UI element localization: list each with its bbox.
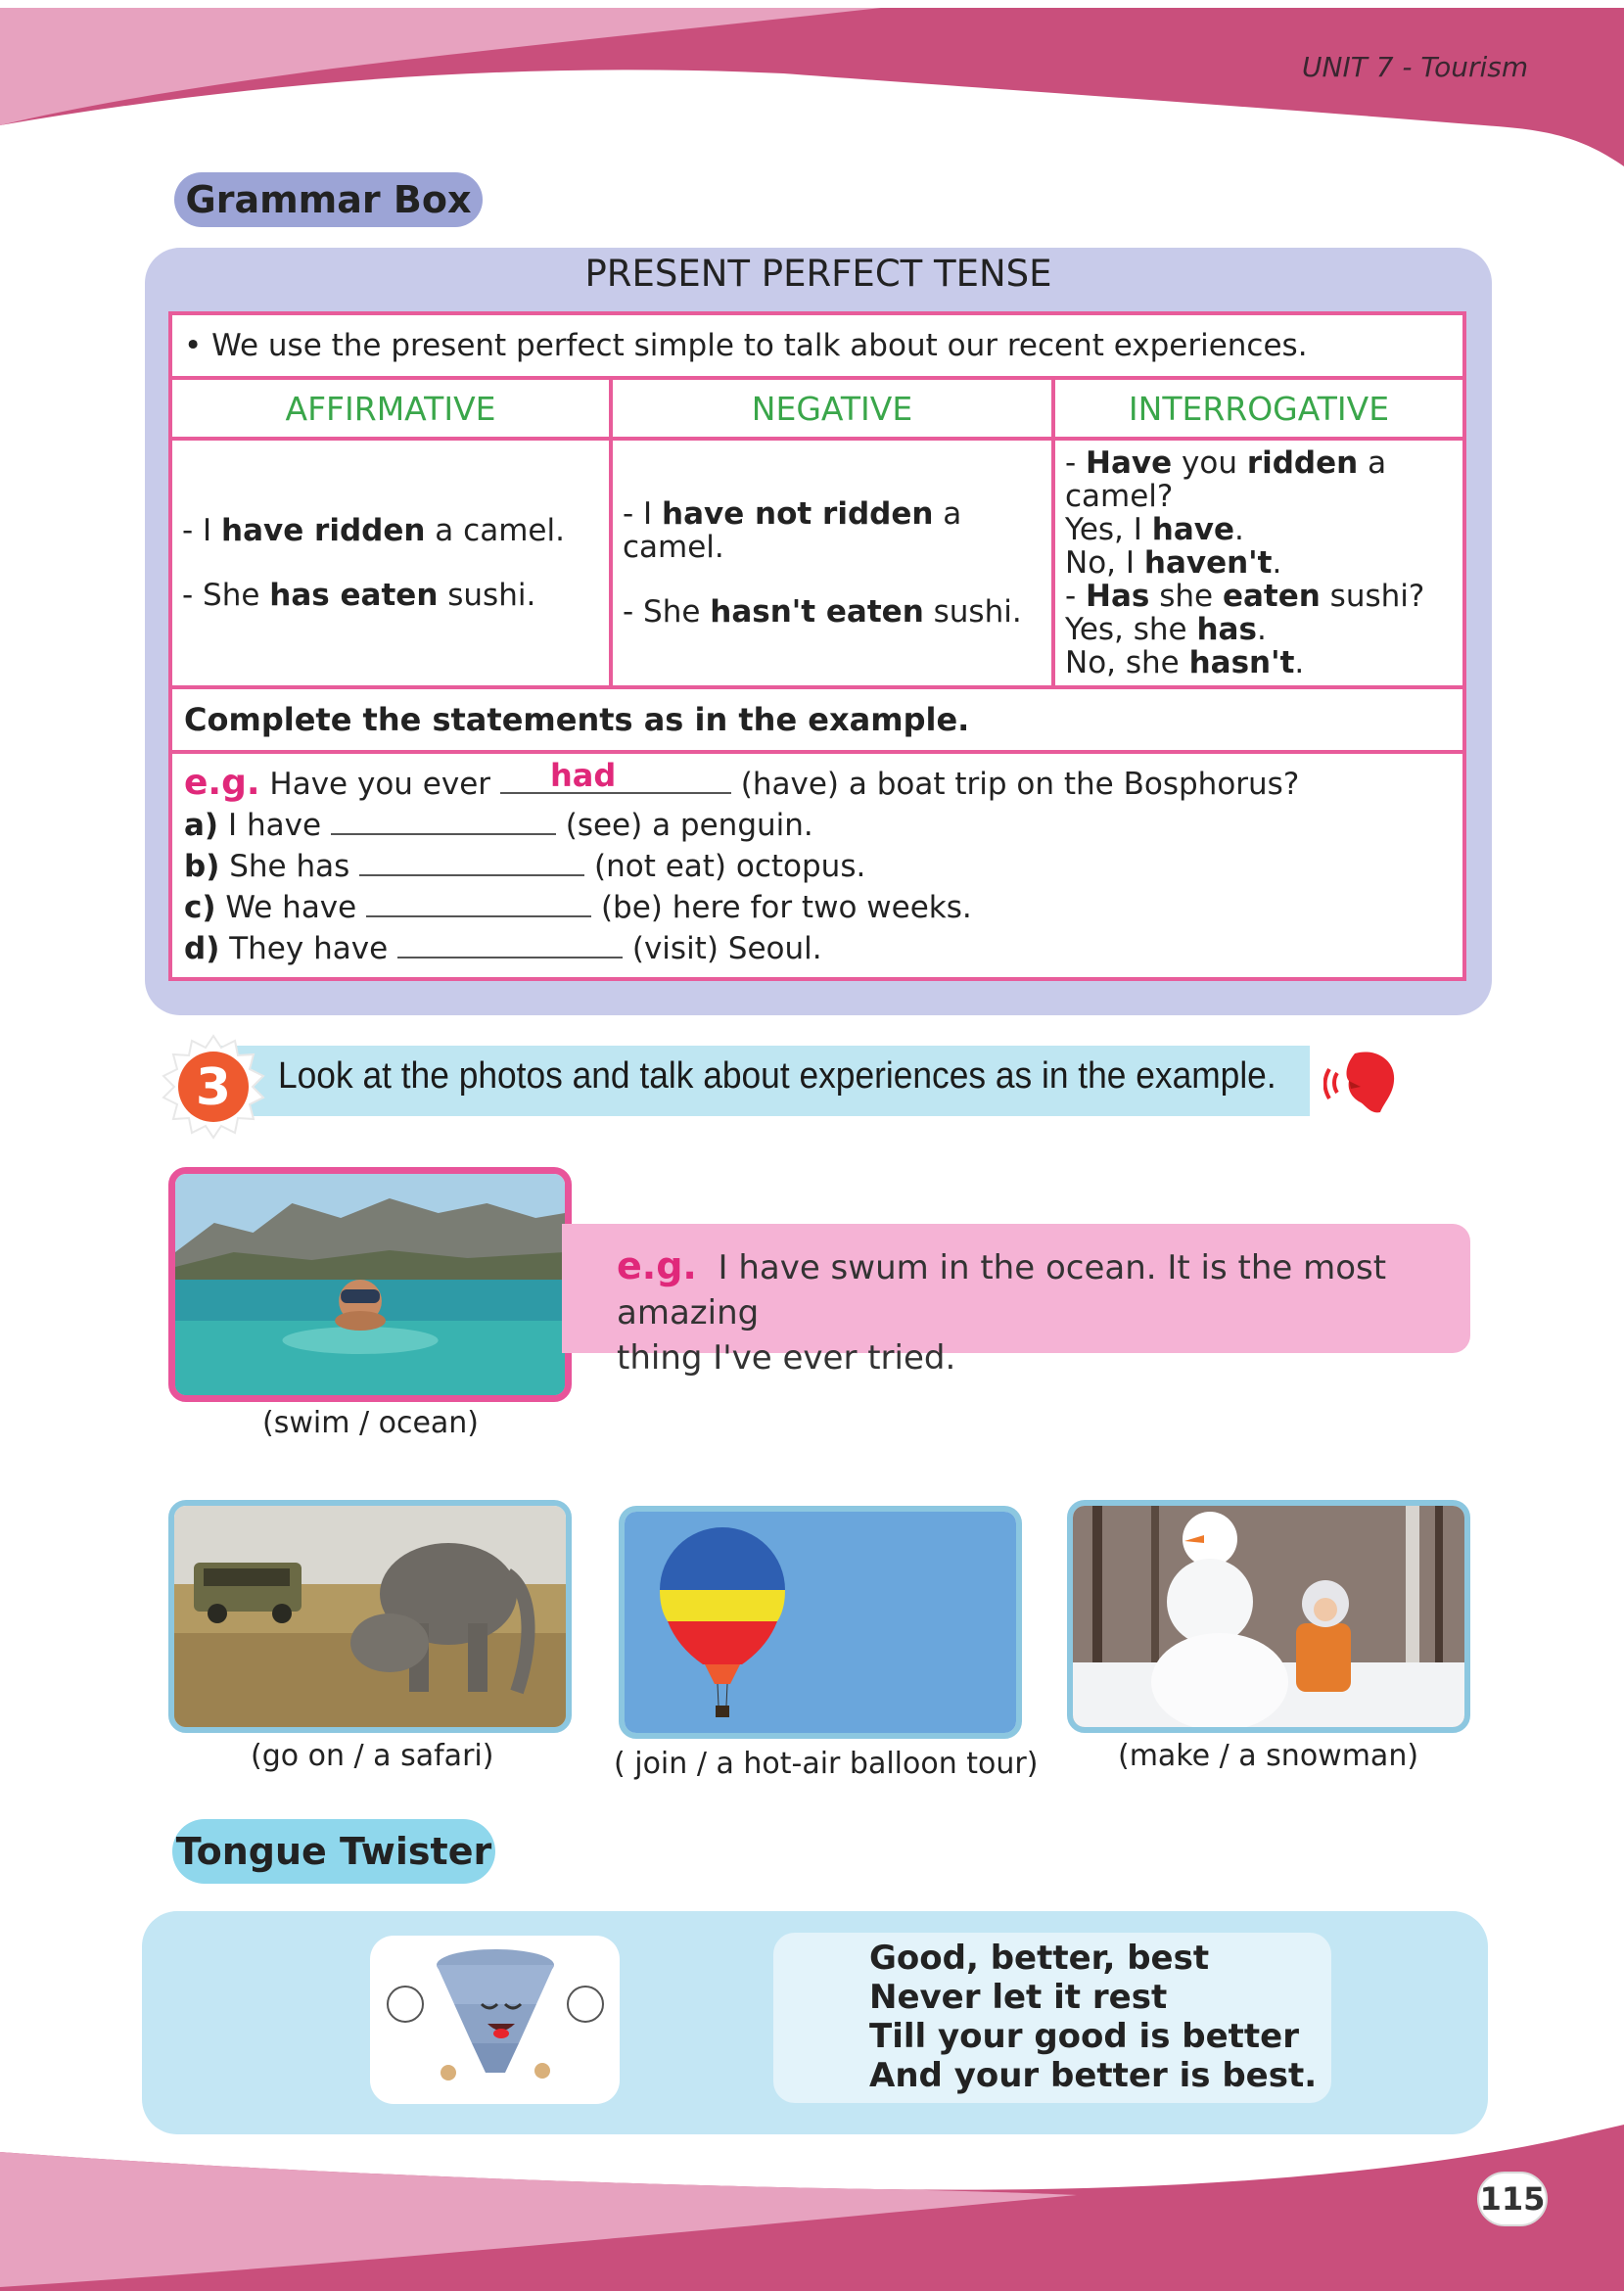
answer-line: Yes, I have.: [1065, 512, 1244, 547]
column-heading-negative: NEGATIVE: [611, 378, 1053, 439]
grammar-table: [168, 311, 1466, 981]
negative-cell: [611, 439, 1053, 687]
grammar-heading: PRESENT PERFECT TENSE: [584, 253, 1052, 295]
page-number: 115: [1477, 2172, 1548, 2226]
twister-line: Never let it rest: [869, 1978, 1168, 2017]
exercise-example: e.g. Have you ever had (have) a boat trip on the Bosphorus?: [184, 756, 1300, 803]
activity-number-badge: [161, 1034, 266, 1140]
task-instruction: Complete the statements as in the example.: [170, 687, 1464, 752]
negative-line: - She hasn't eaten sushi.: [623, 594, 1022, 630]
rule-text: We use the present perfect simple to talk about our recent experiences.: [211, 328, 1308, 363]
exercise-item: d) They have (visit) Seoul.: [184, 930, 822, 966]
example-sentence-box: e.g. I have swum in the ocean. It is the most amazing thing I've ever tried.: [562, 1224, 1470, 1353]
exercise-item: b) She has (not eat) octopus.: [184, 848, 866, 884]
photo-swimming-ocean: [168, 1167, 572, 1402]
footer-decoration: [0, 2115, 1624, 2291]
affirmative-cell: [170, 439, 611, 687]
unit-title: UNIT 7 - Tourism: [1302, 51, 1529, 83]
answer-line: Yes, she has.: [1065, 612, 1267, 647]
answer-blank[interactable]: [366, 908, 591, 917]
exercise-item: c) We have (be) here for two weeks.: [184, 889, 972, 925]
question-line: - Have you ridden a camel?: [1065, 445, 1387, 514]
tongue-twister-label: Tongue Twister: [172, 1819, 495, 1884]
question-line: - Has she eaten sushi?: [1065, 579, 1425, 614]
affirmative-line: - She has eaten sushi.: [182, 578, 536, 613]
caption-safari: (go on / a safari): [251, 1739, 494, 1773]
tornado-illustration: [370, 1936, 620, 2104]
exercise-cell: [170, 752, 1464, 979]
answer-line: No, I haven't.: [1065, 545, 1282, 581]
photo-hot-air-balloon: [619, 1506, 1022, 1739]
twister-line: And your better is best.: [869, 2056, 1318, 2095]
caption-swim: (swim / ocean): [262, 1406, 480, 1440]
column-heading-affirmative: AFFIRMATIVE: [170, 378, 611, 439]
twister-line: Good, better, best: [869, 1939, 1210, 1978]
tornado-cartoon-icon: [370, 1936, 620, 2104]
twister-line: Till your good is better: [869, 2017, 1300, 2056]
answer-line: No, she hasn't.: [1065, 645, 1305, 680]
affirmative-line: - I have ridden a camel.: [182, 513, 565, 548]
tongue-twister-text: [773, 1933, 1331, 2103]
photo-snowman: [1067, 1500, 1470, 1733]
interrogative-cell: [1053, 439, 1464, 687]
rule-cell: • We use the present perfect simple to talk about our recent experiences.: [170, 313, 1464, 378]
activity-number: 3: [195, 1058, 232, 1117]
negative-line: - I have not ridden a camel.: [623, 496, 962, 565]
answer-blank[interactable]: [397, 949, 623, 958]
photo-safari: [168, 1500, 572, 1733]
column-heading-interrogative: INTERROGATIVE: [1053, 378, 1464, 439]
activity-instruction: Look at the photos and talk about experiences as in the example.: [278, 1055, 1276, 1097]
caption-snowman: (make / a snowman): [1118, 1739, 1419, 1773]
exercise-item: a) I have (see) a penguin.: [184, 807, 813, 843]
answer-blank[interactable]: [331, 825, 556, 835]
caption-balloon: ( join / a hot-air balloon tour): [614, 1747, 1039, 1781]
speaking-icon: [1323, 1048, 1400, 1116]
answer-blank[interactable]: [359, 866, 584, 876]
header-decoration: [0, 0, 1624, 176]
example-answer: had: [550, 756, 617, 794]
grammar-box-label: Grammar Box: [174, 172, 483, 227]
